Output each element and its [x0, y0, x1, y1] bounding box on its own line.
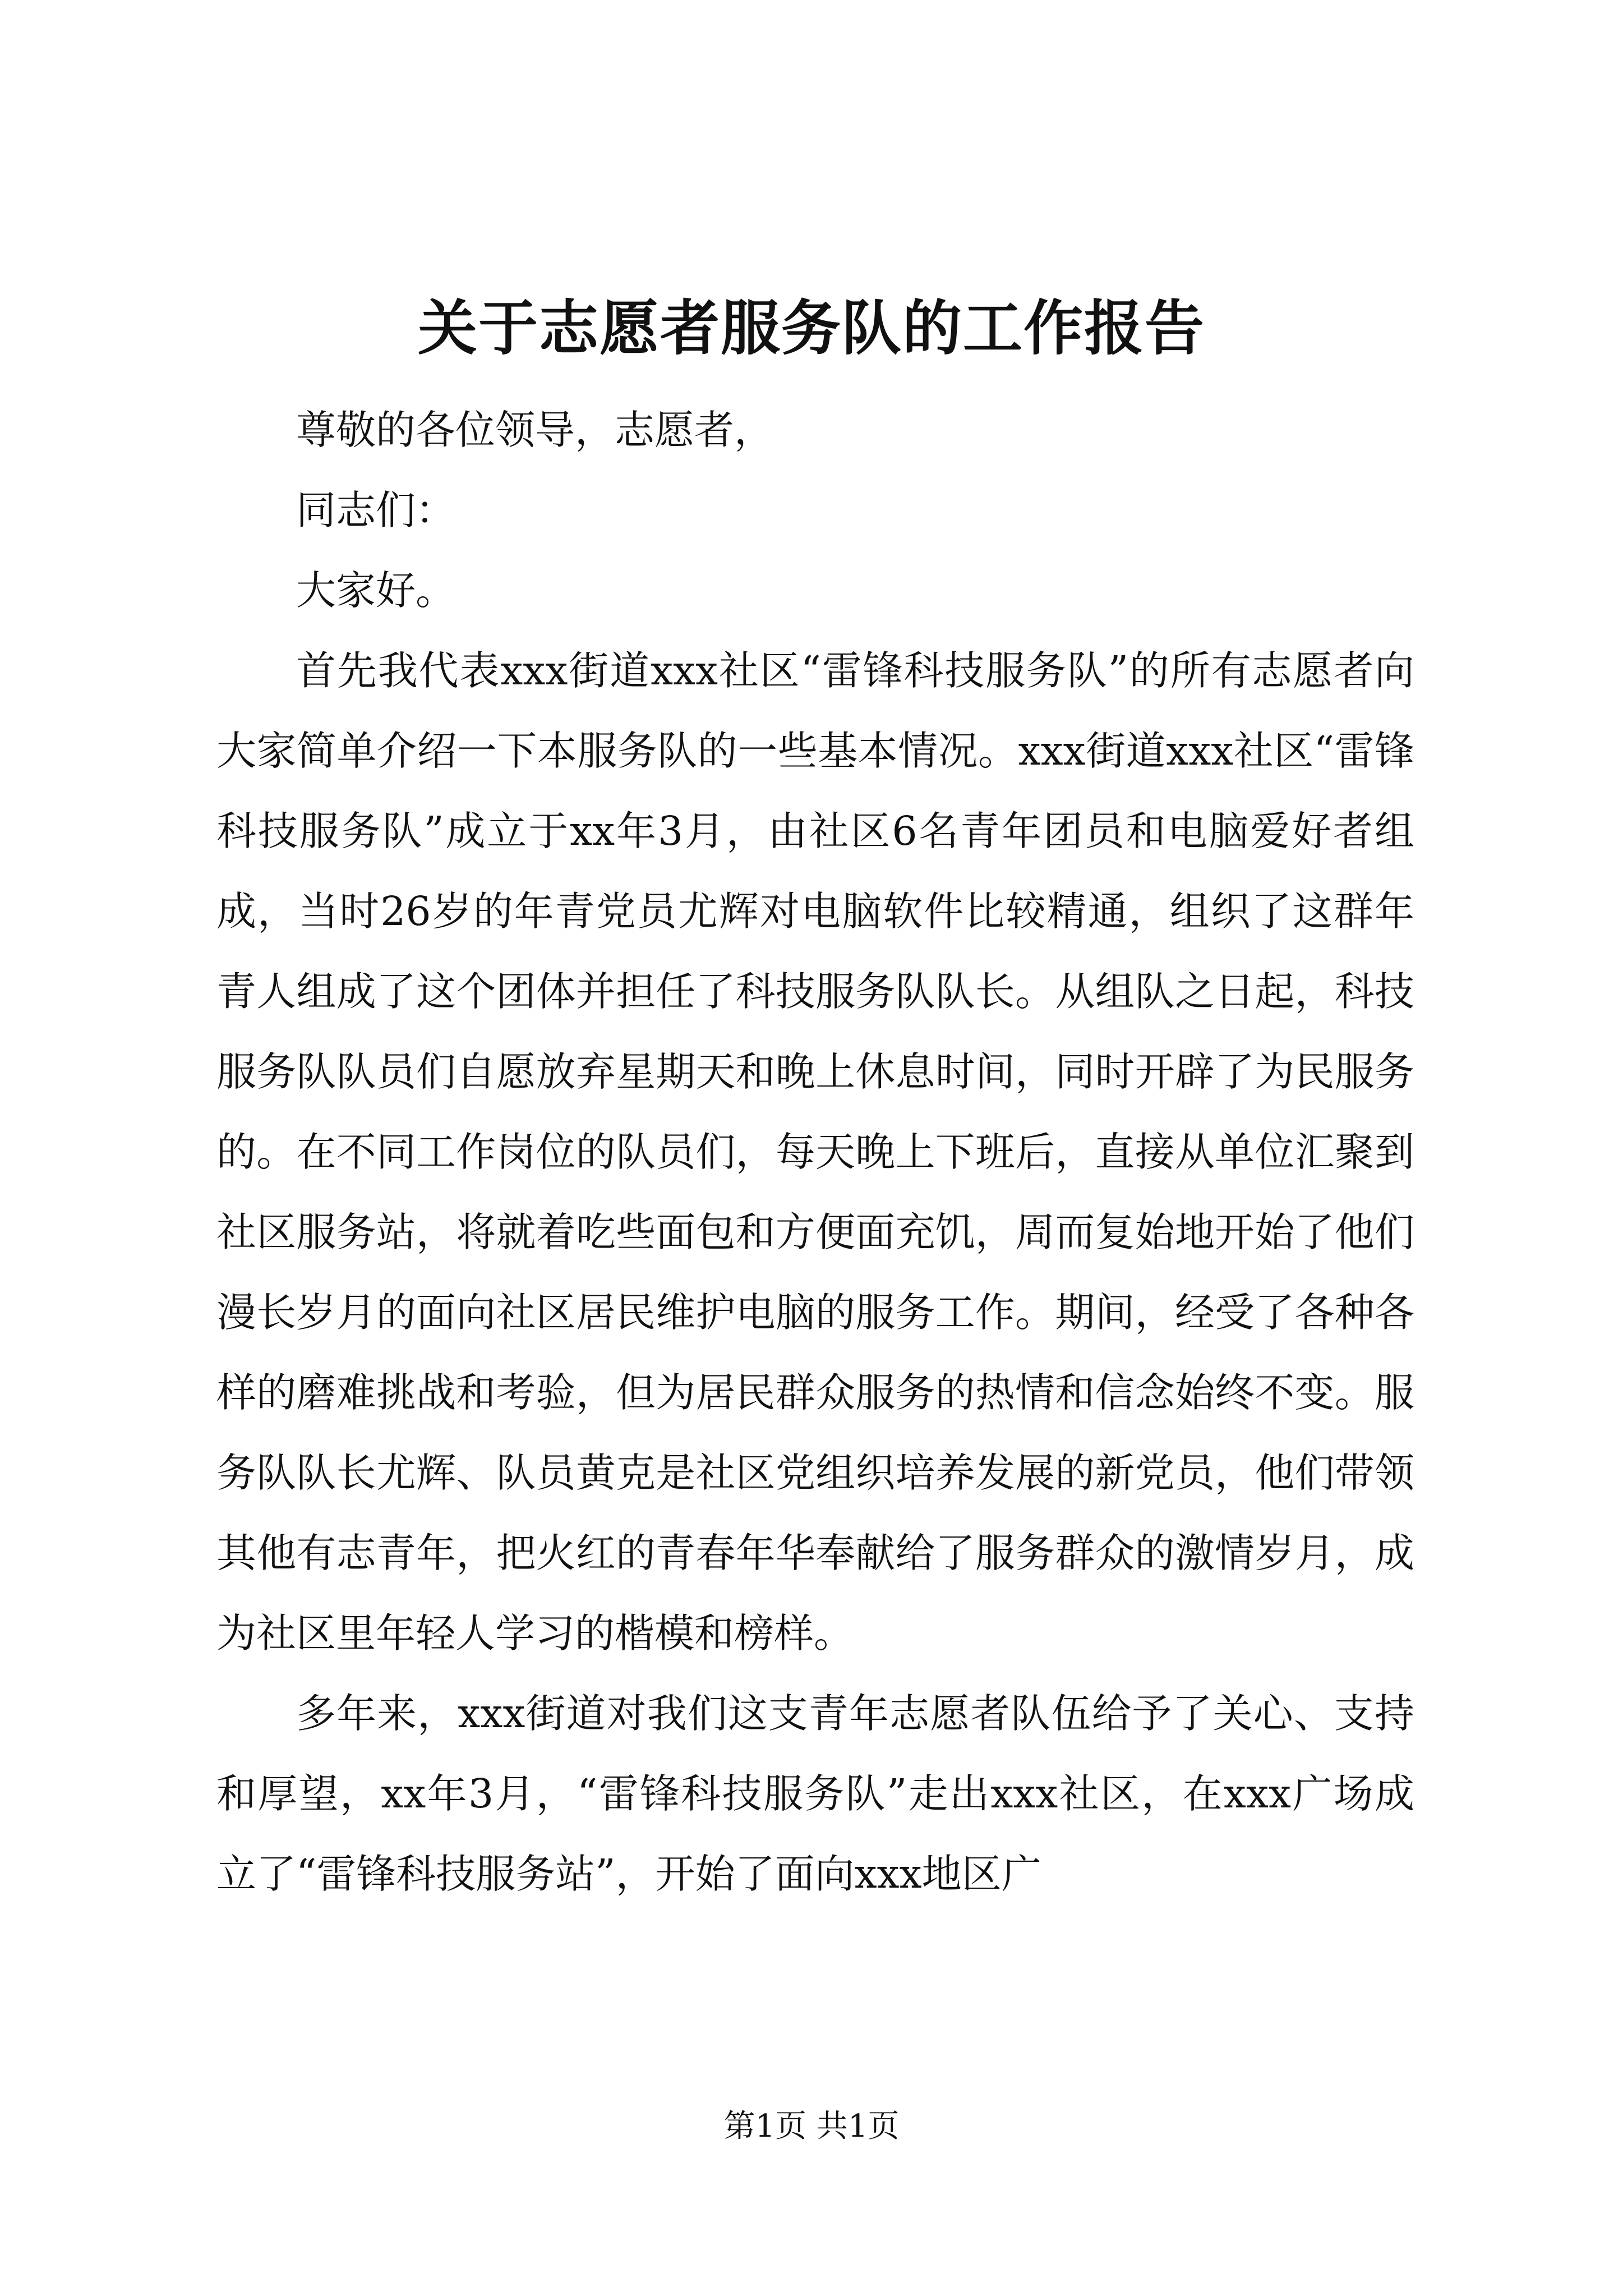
body-paragraph: 首先我代表xxx街道xxx社区“雷锋科技服务队”的所有志愿者向大家简单介绍一下本服务队的一些基本情况。xxx街道xxx社区“雷锋科技服务队”成立于xx年3月，由社区6名青年团员和电脑爱好者组成，当时26岁的年青党员尤辉对电脑软件比较精通，组织了这群年青人组成了这个团体并担任了科技服务队队长。从组队之日起，科技服务队队员们自愿放弃星期天和晚上休息时间，同时开辟了为民服务的。在不同工作岗位的队员们，每天晚上下班后，直接从单位汇聚到社区服务站，将就着吃些面包和方便面充饥，周而复始地开始了他们漫长岁月的面向社区居民维护电脑的服务工作。期间，经受了各种各样的磨难挑战和考验，但为居民群众服务的热情和信念始终不变。服务队队长尤辉、队员黄克是社区党组织培养发展的新党员，他们带领其他有志青年，把火红的青春年华奉献给了服务群众的激情岁月，成为社区里年轻人学习的楷模和榜样。 — [216, 647, 1414, 1657]
greeting-line: 大家好。 — [296, 567, 456, 614]
document-title: 关于志愿者服务队的工作报告 — [418, 293, 1205, 363]
page-footer: 第1页 共1页 — [723, 2108, 900, 2145]
salutation-line: 同志们： — [296, 487, 456, 533]
salutation-line: 尊敬的各位领导，志愿者， — [296, 407, 774, 453]
document-body — [216, 390, 1414, 1914]
body-paragraph: 多年来，xxx街道对我们这支青年志愿者队伍给予了关心、支持和厚望，xx年3月，“雷锋科技服务队”走出xxx社区，在xxx广场成立了“雷锋科技服务站”，开始了面向xxx地区广 — [216, 1690, 1414, 1897]
